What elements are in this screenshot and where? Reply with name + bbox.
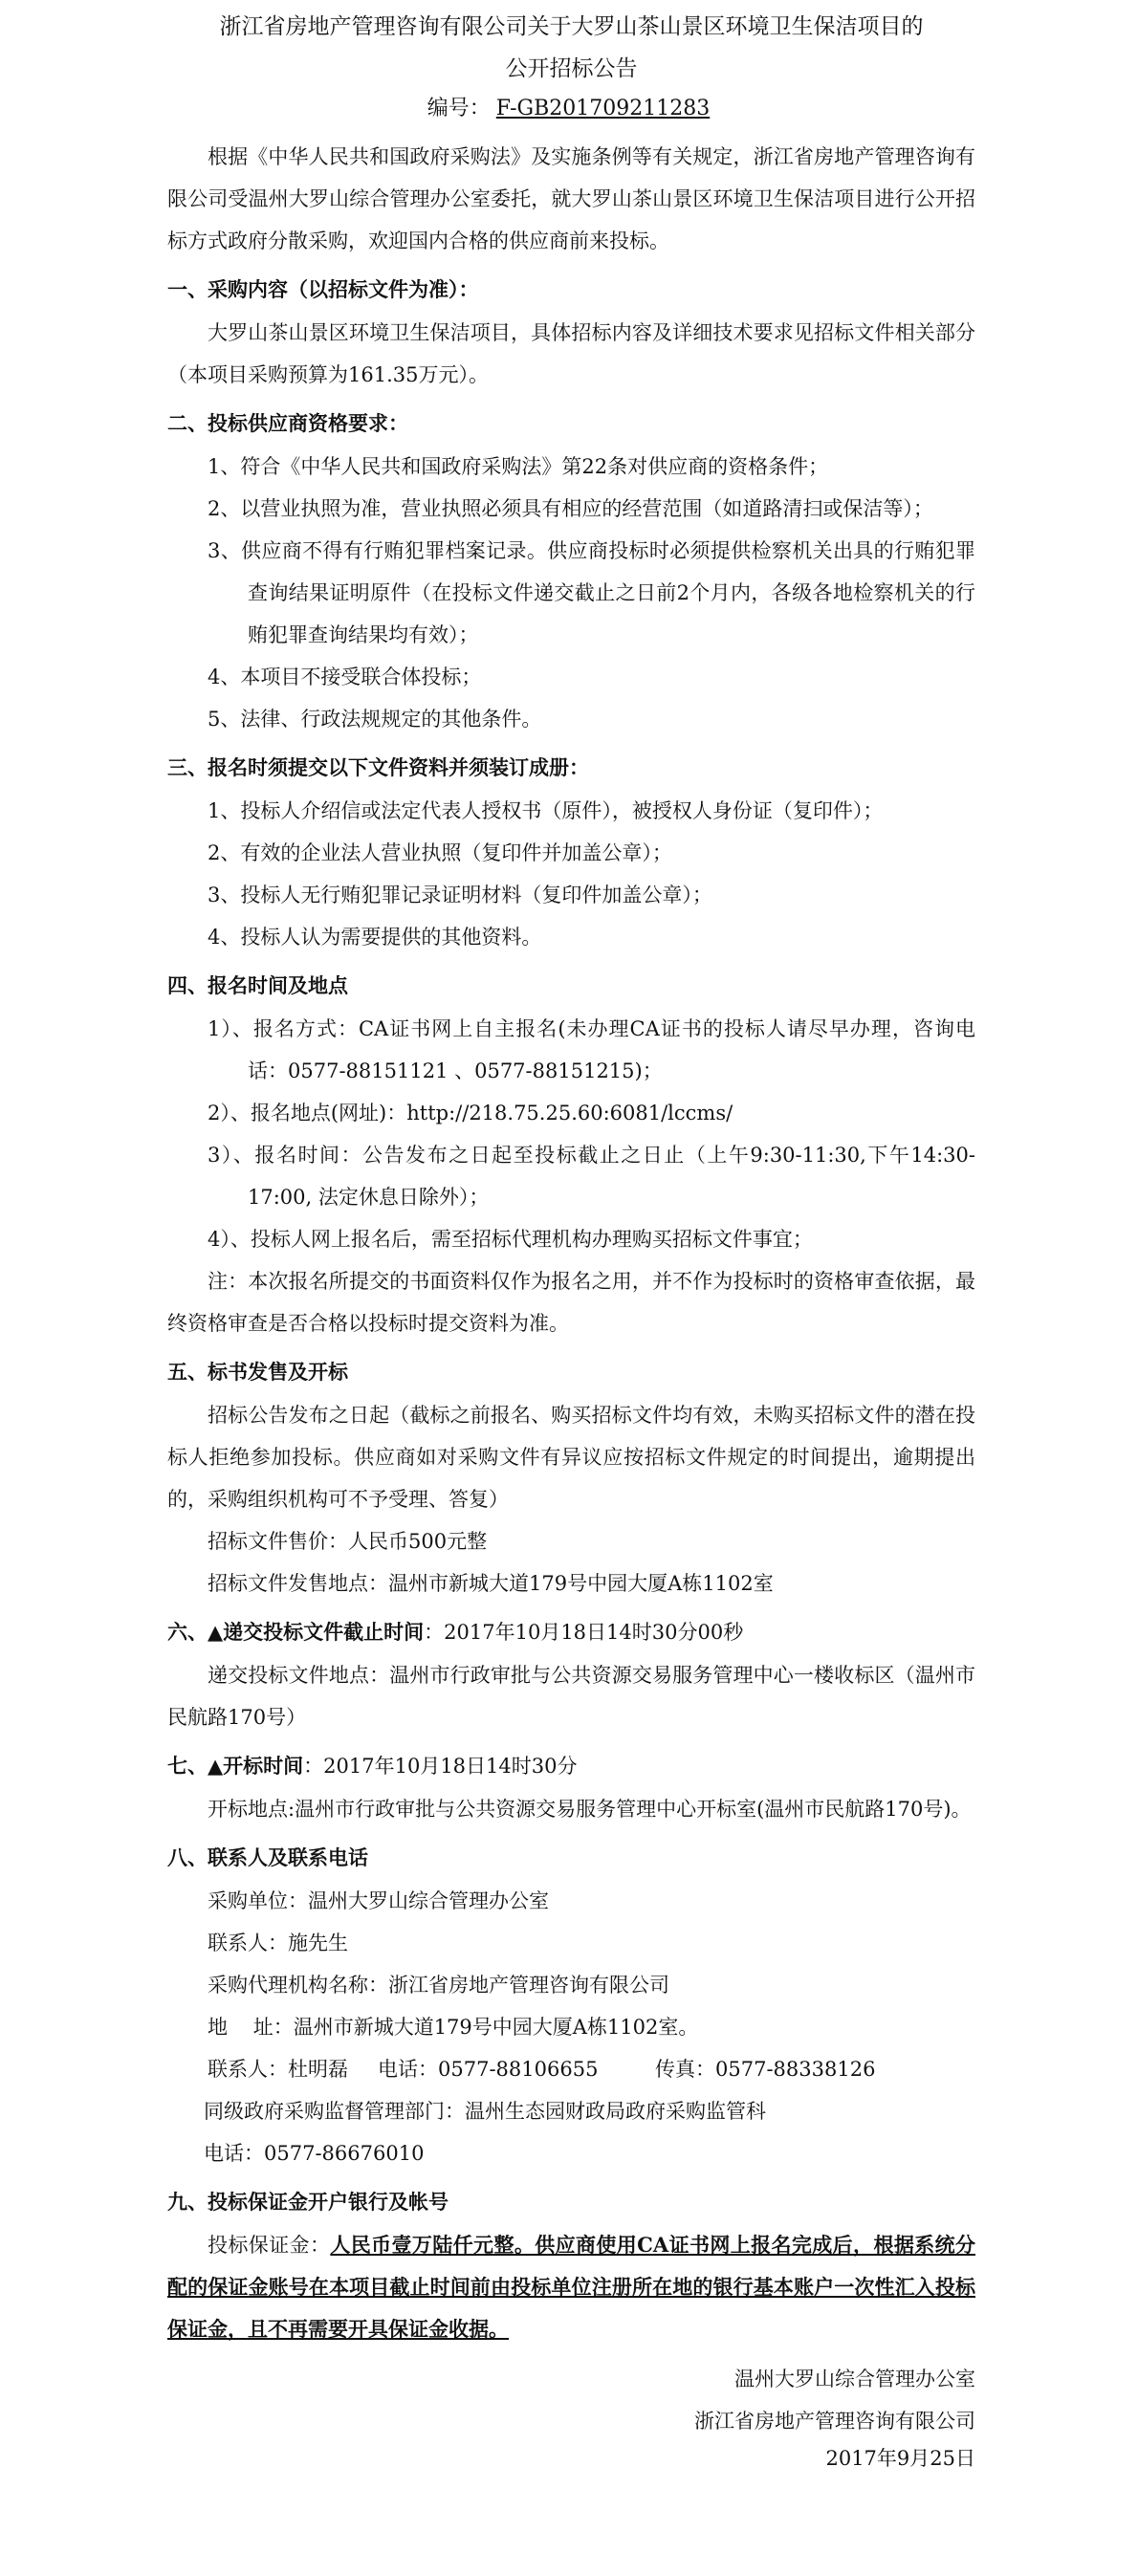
signature-org-2: 浙江省房地产管理咨询有限公司: [694, 2410, 975, 2433]
document-item: 4、投标人认为需要提供的其他资料。: [208, 926, 542, 949]
registration-item: 3）、报名时间：公告发布之日起至投标截止之日止（上午9:30-11:30,下午14:30-17:00, 法定休息日除外）；: [208, 1144, 975, 1209]
section-8-heading: 八、联系人及联系电话: [167, 1845, 368, 1869]
signature-block: [167, 2358, 975, 2475]
registration-note: 注：本次报名所提交的书面资料仅作为报名之用，并不作为投标时的资格审查依据，最终资格审查是否合格以投标时提交资料为准。: [167, 1270, 975, 1335]
section-6-prefix: 六、: [167, 1620, 208, 1644]
buyer-contact: 联系人：施先生: [208, 1932, 348, 1954]
section-5-heading: 五、标书发售及开标: [167, 1360, 348, 1384]
agency-fax: 传真：0577-88338126: [655, 2058, 876, 2081]
section-9-heading: 九、投标保证金开户银行及帐号: [167, 2190, 449, 2214]
qualification-item: 2、以营业执照为准，营业执照必须具有相应的经营范围（如道路清扫或保洁等）；: [208, 497, 933, 520]
deposit-text: 人民币壹万陆仟元整。供应商使用CA证书网上报名完成后，根据系统分配的保证金账号在本项目截止时间前由投标单位注册所在地的银行基本账户一次性汇入投标保证金，且不再需要开具保证金收据。: [167, 2233, 976, 2341]
registration-item: 1）、报名方式：CA证书网上自主报名(未办理CA证书的投标人请尽早办理，咨询电话：0577-88151121 、0577-88151215)；: [208, 1017, 975, 1082]
agency-tel: 电话：0577-88106655: [378, 2058, 599, 2081]
qualification-item: 1、符合《中华人民共和国政府采购法》第22条对供应商的资格条件；: [208, 455, 829, 478]
supervisor-tel: 电话：0577-86676010: [204, 2142, 425, 2165]
agency-name: 采购代理机构名称：浙江省房地产管理咨询有限公司: [208, 1974, 669, 1997]
qualification-item: 5、法律、行政法规规定的其他条件。: [208, 708, 542, 731]
opening-place: 开标地点:温州市行政审批与公共资源交易服务管理中心开标室(温州市民航路170号)。: [208, 1798, 972, 1821]
section-1-text: 大罗山茶山景区环境卫生保洁项目，具体招标内容及详细技术要求见招标文件相关部分（本项目采购预算为161.35万元）。: [167, 321, 975, 386]
section-6-heading: [167, 1610, 975, 1654]
section-7-prefix: 七、: [167, 1754, 208, 1778]
signature-date: 2017年9月25日: [825, 2447, 975, 2470]
supervisor: 同级政府采购监督管理部门：温州生态园财政局政府采购监管科: [204, 2100, 766, 2123]
document-item: 3、投标人无行贿犯罪记录证明材料（复印件加盖公章）；: [208, 884, 712, 906]
buyer-unit: 采购单位：温州大罗山综合管理办公室: [208, 1889, 549, 1912]
qualification-item: 3、供应商不得有行贿犯罪档案记录。供应商投标时必须提供检察机关出具的行贿犯罪查询结果证明原件（在投标文件递交截止之日前2个月内，各级各地检察机关的行贿犯罪查询结果均有效）；: [208, 539, 975, 646]
agency-contact: 联系人：杜明磊: [208, 2058, 348, 2081]
section-5-text: 招标公告发布之日起（截标之前报名、购买招标文件均有效，未购买招标文件的潜在投标人拒绝参加投标。供应商如对采购文件有异议应按招标文件规定的时间提出，逾期提出的，采购组织机构可不予受理、答复）: [167, 1404, 975, 1511]
serial-label: 编号：: [427, 97, 491, 120]
agency-contact-line: [167, 2048, 975, 2090]
registration-item: 4）、投标人网上报名后，需至招标代理机构办理购买招标文件事宜；: [208, 1228, 813, 1251]
opening-label: ▲开标时间: [208, 1754, 304, 1778]
serial-number: F-GB201709211283: [495, 97, 711, 120]
section-1-heading: 一、采购内容（以招标文件为准）：: [167, 277, 479, 301]
section-4-heading: 四、报名时间及地点: [167, 973, 348, 997]
agency-address: 地 址：温州市新城大道179号中园大厦A栋1102室。: [208, 2016, 699, 2039]
section-3-heading: 三、报名时须提交以下文件资料并须装订成册：: [167, 755, 589, 779]
document-item: 1、投标人介绍信或法定代表人授权书（原件），被授权人身份证（复印件）；: [208, 799, 884, 822]
doc-serial: [167, 90, 975, 128]
deadline-value: ：2017年10月18日14时30分00秒: [424, 1621, 744, 1644]
submission-place: 递交投标文件地点：温州市行政审批与公共资源交易服务管理中心一楼收标区（温州市民航路170号）: [167, 1664, 975, 1729]
opening-value: ：2017年10月18日14时30分: [303, 1755, 578, 1778]
tender-sale-place: 招标文件发售地点：温州市新城大道179号中园大厦A栋1102室: [208, 1572, 774, 1595]
doc-title-line1: 浙江省房地产管理咨询有限公司关于大罗山茶山景区环境卫生保洁项目的: [219, 14, 924, 39]
deposit-label: 投标保证金：: [208, 2234, 331, 2257]
doc-title-line2: 公开招标公告: [505, 56, 638, 81]
qualification-item: 4、本项目不接受联合体投标；: [208, 666, 482, 688]
deadline-label: ▲递交投标文件截止时间: [208, 1620, 425, 1644]
deposit-paragraph: [167, 2224, 975, 2350]
document-item: 2、有效的企业法人营业执照（复印件并加盖公章）；: [208, 841, 672, 864]
section-7-heading: [167, 1744, 975, 1788]
registration-item: 2）、报名地点(网址)：http://218.75.25.60:6081/lccms/: [208, 1102, 733, 1124]
tender-price: 招标文件售价：人民币500元整: [208, 1530, 488, 1553]
signature-org-1: 温州大罗山综合管理办公室: [734, 2368, 975, 2390]
intro-paragraph: 根据《中华人民共和国政府采购法》及实施条例等有关规定，浙江省房地产管理咨询有限公司受温州大罗山综合管理办公室委托，就大罗山茶山景区环境卫生保洁项目进行公开招标方式政府分散采购，欢迎国内合格的供应商前来投标。: [167, 145, 975, 252]
section-2-heading: 二、投标供应商资格要求：: [167, 411, 408, 435]
